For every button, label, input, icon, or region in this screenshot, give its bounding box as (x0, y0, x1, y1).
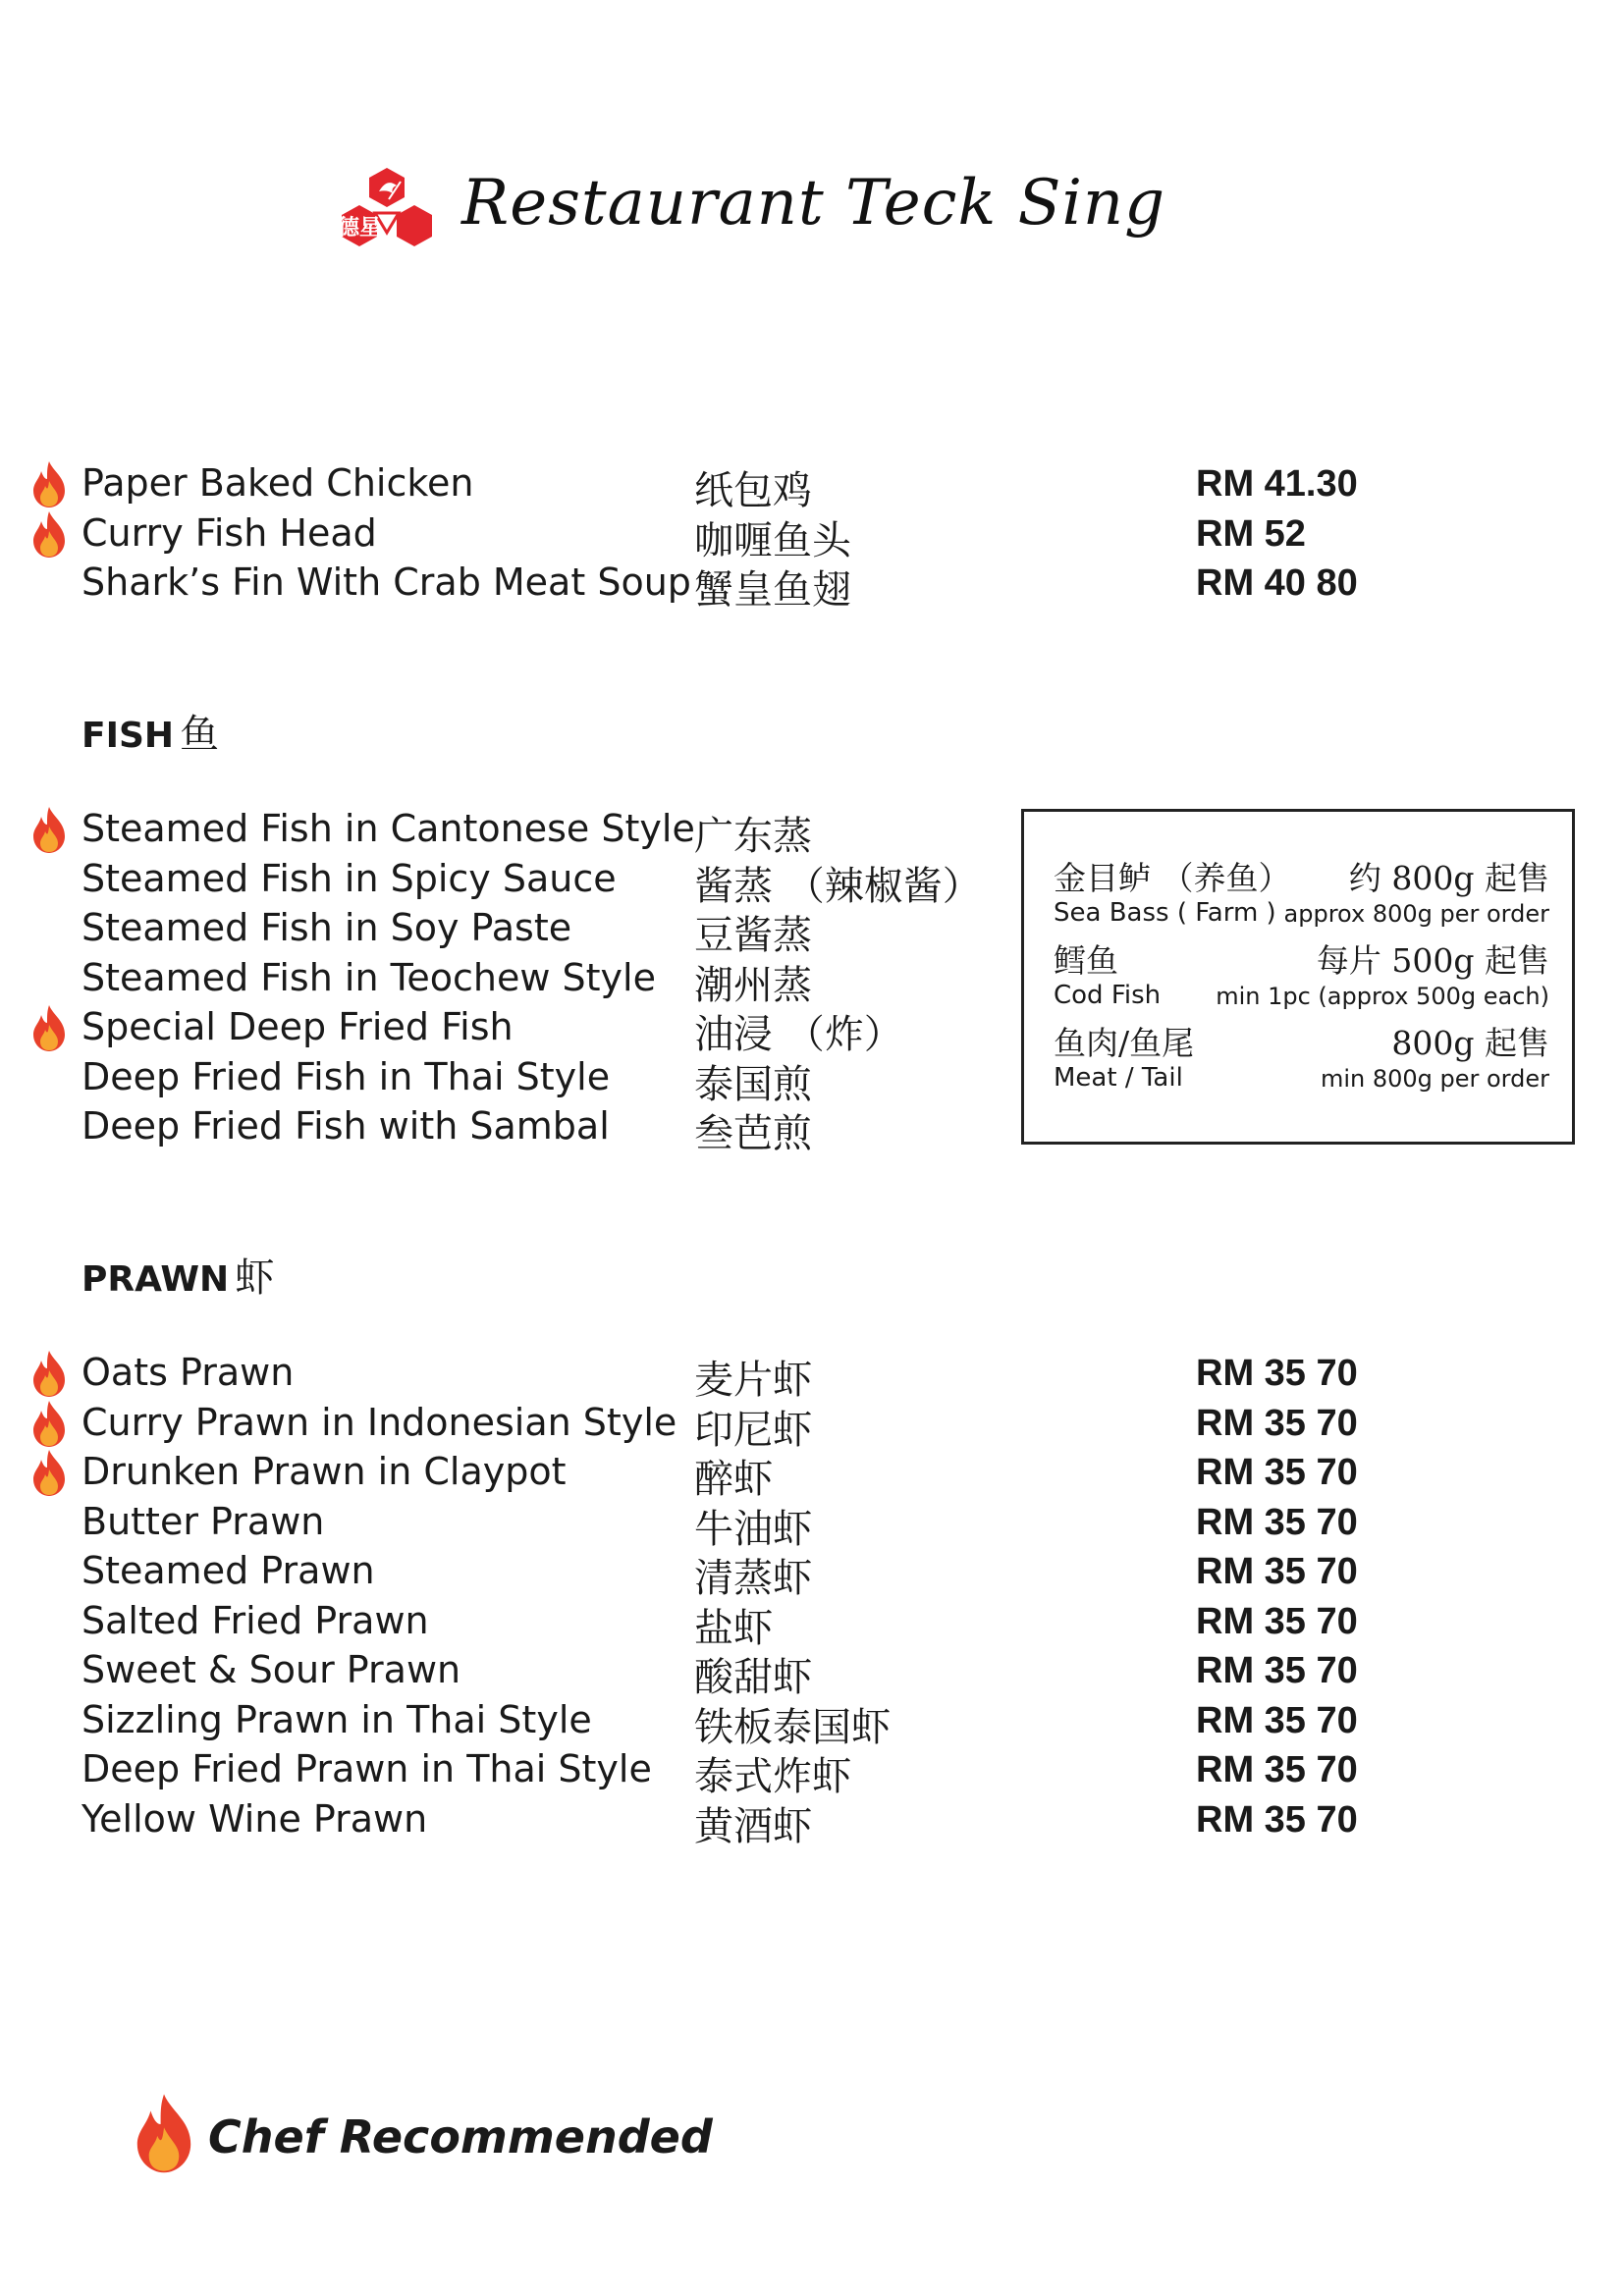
dish-name-en: Deep Fried Fish in Thai Style (81, 1054, 611, 1098)
flame-icon (29, 459, 69, 508)
prawn-row (0, 1446, 1624, 1502)
dish-price: RM 35 70 (1196, 1501, 1358, 1543)
dish-price: RM 35 70 (1196, 1353, 1358, 1394)
fish-section-title: FISH 鱼 (81, 712, 220, 757)
prawn-row (0, 1347, 1624, 1403)
dish-price: RM 35 70 (1196, 1798, 1358, 1841)
prawn-row (0, 1644, 1624, 1700)
dish-price: RM 41.30 (1196, 463, 1358, 505)
dish-name-en: Yellow Wine Prawn (81, 1796, 428, 1841)
flame-icon (29, 1349, 69, 1398)
dish-name-en: Curry Fish Head (81, 510, 377, 555)
special-row (0, 507, 1624, 563)
flame-icon (130, 2091, 198, 2174)
dish-name-en: Sweet & Sour Prawn (81, 1648, 461, 1691)
flame-icon (29, 509, 69, 559)
dish-name-en: Butter Prawn (81, 1499, 325, 1543)
restaurant-name: Restaurant Teck Sing (461, 167, 1166, 240)
dish-name-en: Steamed Fish in Cantonese Style (81, 807, 695, 850)
dish-price: RM 35 70 (1196, 1650, 1358, 1691)
flame-icon (29, 1448, 69, 1497)
dish-name-zh: 咖喱鱼头 (694, 517, 851, 563)
dish-name-zh: 黄酒虾 (694, 1803, 812, 1849)
dish-name-zh: 盐虾 (694, 1605, 773, 1651)
dish-name-en: Shark’s Fin With Crab Meat Soup (81, 561, 691, 604)
dish-name-en: Special Deep Fried Fish (81, 1005, 514, 1048)
dish-name-en: Drunken Prawn in Claypot (81, 1450, 567, 1493)
prawn-row (0, 1793, 1624, 1849)
dish-name-zh: 叁芭煎 (694, 1111, 812, 1156)
flame-icon (29, 1003, 69, 1052)
restaurant-logo (328, 162, 446, 260)
dish-name-en: Steamed Fish in Teochew Style (81, 955, 656, 999)
dish-name-zh: 铁板泰国虾 (694, 1704, 891, 1750)
fish-options-box: 金目鲈 （养鱼） 约 800g 起售 Sea Bass ( Farm ) approx 800g per order 鳕鱼 每片 500g 起售 Cod Fish min 1pc (approx 500g each) 鱼肉/鱼尾 800g 起售 Meat / Tail min 800g per order (1021, 809, 1575, 1145)
dish-price: RM 35 70 (1196, 1452, 1358, 1493)
dish-name-en: Deep Fried Prawn in Thai Style (81, 1747, 652, 1790)
dish-name-en: Steamed Fish in Soy Paste (81, 906, 572, 949)
dish-name-en: Paper Baked Chicken (81, 461, 474, 505)
dish-name-zh: 泰国煎 (694, 1061, 812, 1107)
flame-icon (29, 1399, 69, 1448)
prawn-row (0, 1694, 1624, 1750)
dish-price: RM 35 70 (1196, 1551, 1358, 1592)
prawn-row (0, 1743, 1624, 1799)
dish-name-zh: 牛油虾 (694, 1506, 812, 1552)
prawn-row (0, 1496, 1624, 1552)
dish-name-en: Deep Fried Fish with Sambal (81, 1104, 610, 1148)
dish-name-en: Steamed Prawn (81, 1549, 375, 1592)
special-row (0, 457, 1624, 513)
prawn-row (0, 1545, 1624, 1601)
prawn-section-title: PRAWN 虾 (81, 1255, 275, 1301)
dish-name-en: Steamed Fish in Spicy Sauce (81, 856, 617, 900)
dish-price: RM 40 80 (1196, 562, 1358, 604)
dish-name-zh: 酸甜虾 (694, 1655, 812, 1700)
dish-name-zh: 蟹皇鱼翅 (694, 567, 851, 613)
dish-name-zh: 潮州蒸 (694, 962, 812, 1008)
dish-name-zh: 油浸 （炸） (694, 1012, 903, 1057)
prawn-row (0, 1397, 1624, 1453)
dish-name-zh: 酱蒸 （辣椒酱） (694, 863, 982, 909)
prawn-row (0, 1595, 1624, 1651)
flame-icon (29, 805, 69, 854)
dish-price: RM 52 (1196, 512, 1306, 555)
dish-name-zh: 泰式炸虾 (694, 1754, 851, 1799)
dish-name-zh: 醉虾 (694, 1457, 773, 1502)
chef-recommended-legend: Chef Recommended (208, 2110, 713, 2163)
dish-name-zh: 清蒸虾 (694, 1556, 812, 1601)
dish-name-en: Curry Prawn in Indonesian Style (81, 1400, 677, 1444)
dish-price: RM 35 70 (1196, 1699, 1358, 1741)
special-row (0, 557, 1624, 613)
dish-name-en: Oats Prawn (81, 1351, 295, 1394)
dish-name-en: Sizzling Prawn in Thai Style (81, 1697, 592, 1741)
dish-name-zh: 纸包鸡 (694, 468, 812, 513)
dish-name-en: Salted Fried Prawn (81, 1598, 429, 1642)
dish-price: RM 35 70 (1196, 1600, 1358, 1642)
dish-price: RM 35 70 (1196, 1402, 1358, 1444)
dish-name-zh: 麦片虾 (694, 1358, 812, 1403)
dish-name-zh: 广东蒸 (694, 814, 812, 859)
dish-name-zh: 印尼虾 (694, 1407, 812, 1453)
logo-char-left: 德星 (337, 215, 382, 240)
dish-price: RM 35 70 (1196, 1749, 1358, 1790)
dish-name-zh: 豆酱蒸 (694, 913, 812, 958)
